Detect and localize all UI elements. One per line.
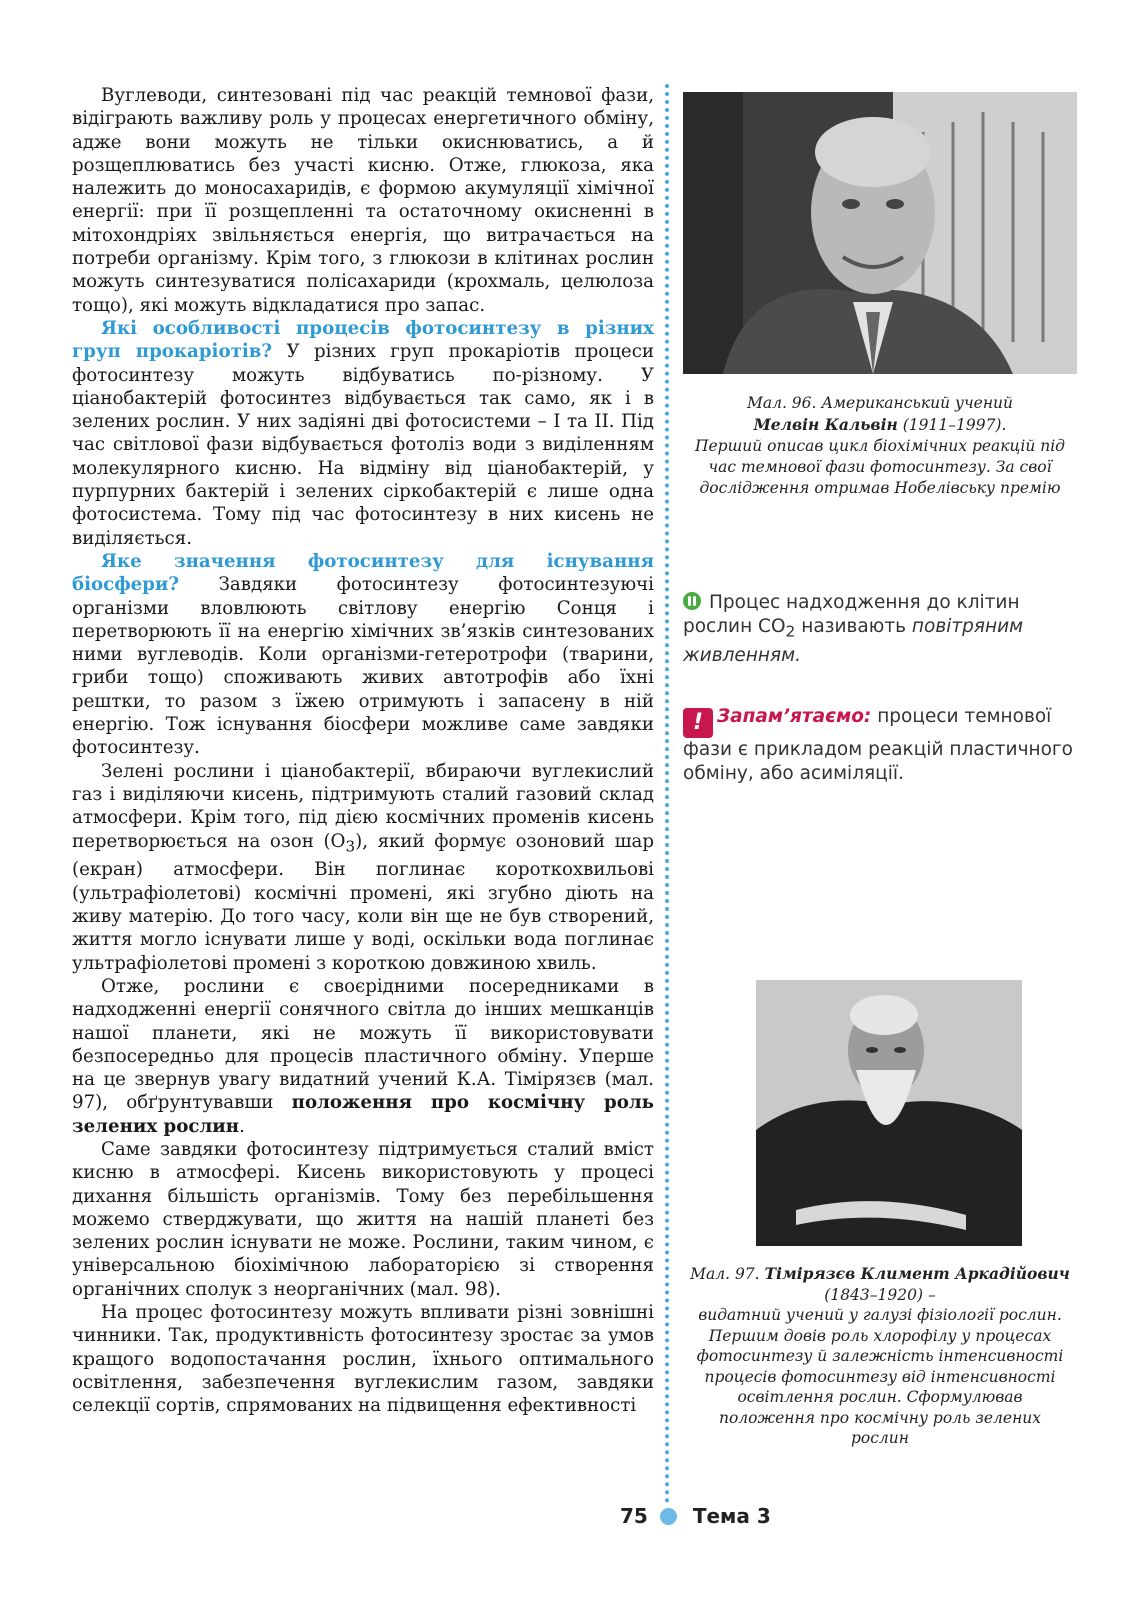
- caption96-line1: Мал. 96. Американський учений: [746, 394, 1014, 412]
- footer-dot-icon: [660, 1508, 677, 1525]
- mediators-text: Отже, рослини є своєрідними посередниками в надходженні енергії сонячного світла до інших мешканців нашої планети, які не можуть її використовувати безпосередньо для процесів пластичного обміну. Уперше на це звернув увагу видатний учений К.А. Тімірязєв (мал. 97), обґрунтувавши: [72, 975, 654, 1114]
- fact-text: [683, 591, 1083, 668]
- figure-97-caption: [690, 1264, 1070, 1449]
- figure-96-caption: [683, 393, 1077, 499]
- remember-bookmark-icon: !: [683, 708, 713, 738]
- photo-melvin-calvin: [683, 92, 1077, 374]
- topic-label: Тема 3: [692, 1504, 771, 1528]
- paragraph-mediators: [72, 975, 654, 1138]
- atmosphere-text-a: Зелені рослини і ціанобактерії, вбираючи вуглекислий газ і виділяючи кисень, підтримують сталий газовий склад атмосфери. Крім того, під дією космічних променів кисень перетворюється на озон (O: [72, 760, 654, 852]
- remember-label: Запам’ятаємо:: [717, 706, 872, 727]
- remember-box: [683, 705, 1083, 786]
- calvin-portrait-icon: [683, 92, 1077, 374]
- caption97-rest: видатний учений у галузі фізіології рослин. Першим довів роль хлорофілу у процесах фотосинтезу й залежність інтенсивності процесів фотосинтезу від інтенсивності освітлення рослин. Сформулював положення про космічну роль зелених рослин: [696, 1306, 1064, 1447]
- answer-biosphere: Завдяки фотосинтезу фотосинтезуючі організми вловлюють світлову енергію Сонця і перетворюють її на енергію хімічних зв’язків синтезованих ними вуглеводів. Коли організми-гетеротрофи (тварини, гриби тощо) споживають живих автотрофів або їхні рештки, то разом з їжею отримують і запасену в ній енергію. Тож існування біосфери можливе саме завдяки фотосинтезу.: [72, 574, 654, 759]
- page-number: 75: [620, 1504, 648, 1528]
- caption96-years: (1911–1997).: [897, 416, 1007, 434]
- main-text-column: [72, 84, 654, 1418]
- page-footer: [620, 1504, 771, 1528]
- remember-text: [683, 705, 1083, 786]
- column-divider: [665, 84, 669, 1504]
- co2-subscript: 2: [785, 622, 796, 641]
- caption96-rest: Перший описав цикл біохімічних реакцій під час темнової фази фотосинтезу. За свої дослідження отримав Нобелівську премію: [694, 437, 1065, 497]
- caption97-prefix: Мал. 97.: [690, 1265, 765, 1283]
- fact-text-b: називають: [795, 616, 912, 637]
- fact-term: повітряним живленням.: [683, 616, 1024, 666]
- cosmic-role-term: положення про космічну роль зелених рослин: [72, 1092, 654, 1137]
- timiryazev-portrait-icon: [756, 980, 1022, 1246]
- remember-body: процеси темнової фази є прикладом реакцій пластичного обміну, або асиміляції.: [683, 706, 1073, 784]
- question-biosphere: Яке значення фотосинтезу для існування біосфери?: [72, 550, 654, 596]
- ozone-subscript: 3: [345, 837, 356, 856]
- fact-text-a: Процес надходження до клітин рослин CO: [683, 592, 1020, 637]
- paragraph-factors: На процес фотосинтезу можуть впливати різні зовнішні чинники. Так, продуктивність фотосинтезу зростає за умов кращого водопостачання рослин, їхнього оптимального освітлення, забезпечення вуглекислим газом, завдяки селекції сортів, спрямованих на підвищення ефективності: [72, 1302, 654, 1417]
- pause-info-icon: [683, 592, 701, 610]
- caption96-name: Мелвін Кальвін: [753, 415, 898, 434]
- mediators-end: .: [239, 1115, 245, 1137]
- caption97-years: (1843–1920) –: [824, 1285, 936, 1304]
- caption97-head: [690, 1264, 1070, 1305]
- atmosphere-text-b: ), який формує озоновий шар (екран) атмосфери. Він поглинає короткохвильові (ультрафіолетові) космічні промені, які згубно діють на живу матерію. До того часу, коли він ще не був створений, життя могло існувати лише у воді, оскільки вода поглинає ультрафіолетові промені з короткою довжиною хвиль.: [72, 830, 655, 974]
- paragraph-biosphere: [72, 550, 654, 760]
- question-prokaryotes: Які особливості процесів фотосинтезу в різних груп прокаріотів?: [72, 317, 654, 363]
- caption97-name: Тімірязєв Климент Аркадійович: [764, 1264, 1070, 1283]
- answer-prokaryotes: У різних груп прокаріотів процеси фотосинтезу можуть відбуватись по-різному. У ціанобактерій фотосинтез відбувається так само, як і в зелених рослин. У них задіяні дві фотосистеми – I та II. Під час світлової фази відбувається фотоліз води з виділенням молекулярного кисню. На відміну від ціанобактерій, у пурпурних бактерій і зелених сіркобактерій є лише одна фотосистема. Тому під час фотосинтезу в них кисень не виділяється.: [72, 341, 654, 549]
- paragraph-carbohydrates: Вуглеводи, синтезовані під час реакцій темнової фази, відіграють важливу роль у процесах енергетичного обміну, адже вони можуть не тільки окиснюватись, а й розщеплюватись без участі кисню. Отже, глюкоза, яка належить до моносахаридів, є формою акумуляції хімічної енергії: при її розщепленні та остаточному окисненні в мітохондріях звільняється енергія, що витрачається на потреби організму. Крім того, з глюкози в клітинах рослин можуть синтезуватися полісахариди (крохмаль, целюлоза тощо), які можуть відкладатися про запас.: [72, 85, 654, 316]
- paragraph-atmosphere: [72, 760, 654, 975]
- paragraph-oxygen: Саме завдяки фотосинтезу підтримується сталий вміст кисню в атмосфері. Кисень використовують у процесі дихання більшість організмів. Тому без перебільшення можемо стверджувати, що життя на нашій планеті без зелених рослин існувати не може. Рослини, таким чином, є універсальною біохімічною лабораторією зі створення органічних сполук з неорганічних (мал. 98).: [72, 1139, 654, 1300]
- fact-box: [683, 591, 1083, 668]
- photo-timiryazev: [756, 980, 1022, 1246]
- caption96-name-line: [683, 414, 1077, 436]
- paragraph-prokaryotes: [72, 317, 654, 550]
